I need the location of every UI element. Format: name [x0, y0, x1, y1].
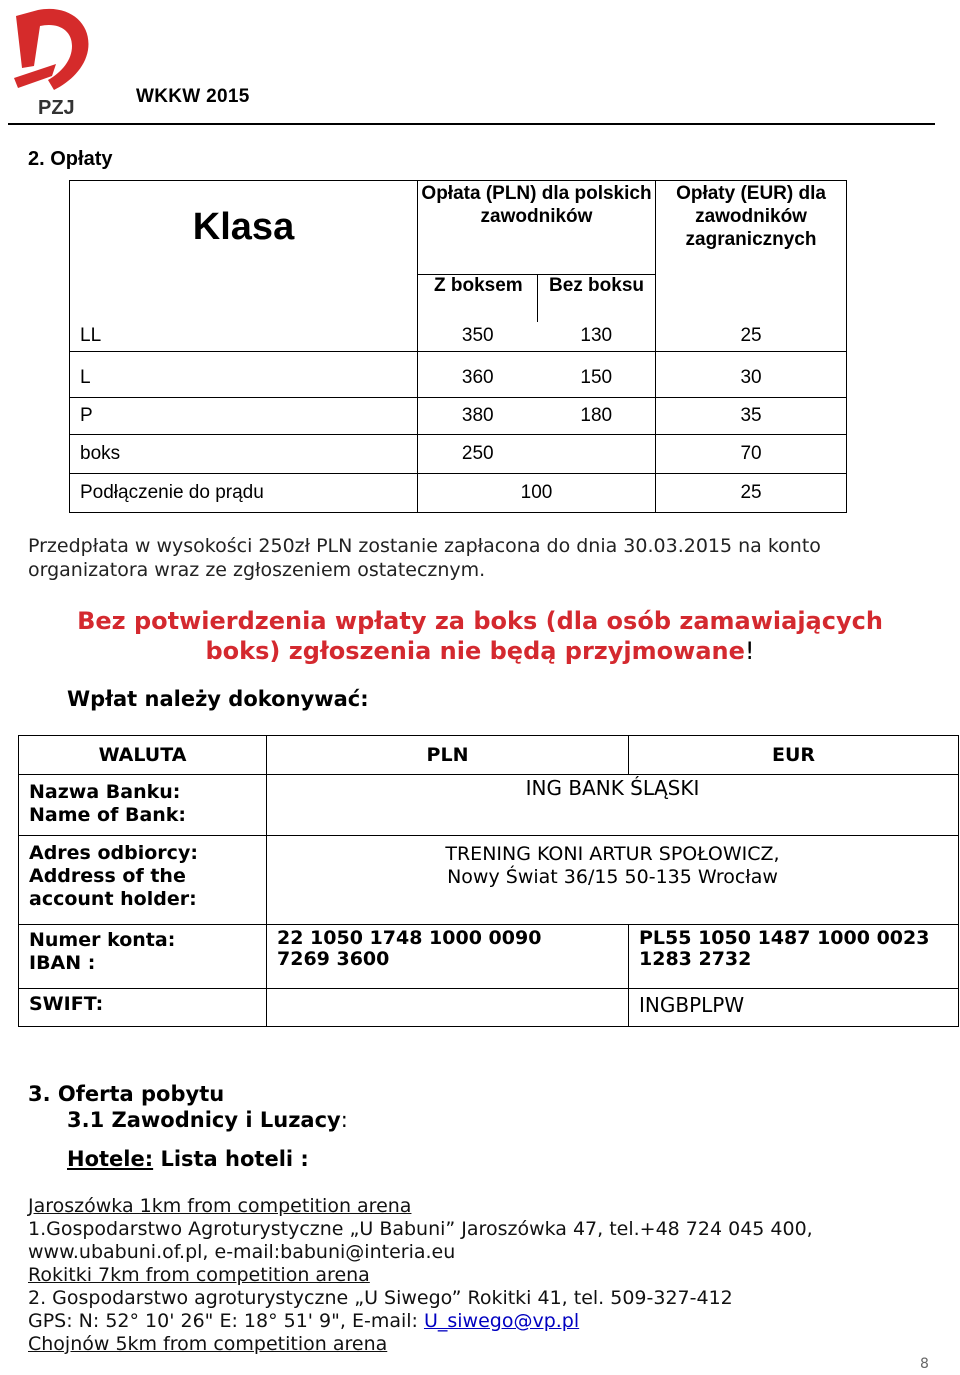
fee-pln-merged: 100	[418, 474, 656, 513]
class-header: Klasa	[70, 181, 418, 275]
currency-header: WALUTA	[19, 736, 267, 775]
pln-header: PLN	[267, 736, 629, 775]
fee-row-label: L	[70, 352, 418, 398]
subsection-heading	[67, 1108, 348, 1132]
header-divider	[8, 123, 935, 125]
bank-name-label	[19, 775, 267, 836]
account-label-pl: Numer konta:	[29, 929, 176, 951]
fee-eur: 25	[656, 322, 847, 352]
fee-with-box: 250	[418, 435, 538, 474]
location-heading: Jaroszówka 1km from competition arena	[28, 1195, 412, 1217]
address-label	[19, 836, 267, 925]
eur-fee-header: Opłaty (EUR) dla zawodników zagranicznych	[656, 181, 847, 275]
pln-fee-header: Opłata (PLN) dla polskich zawodników	[418, 181, 656, 275]
swift-pln-empty	[267, 989, 629, 1027]
eur-header-cont	[656, 275, 847, 322]
fee-with-box: 360	[418, 352, 538, 398]
hotel-entry-line	[28, 1310, 948, 1333]
fee-with-box: 350	[418, 322, 538, 352]
fee-eur: 25	[656, 474, 847, 513]
fee-without-box-empty	[538, 435, 656, 474]
bank-table	[18, 735, 959, 1027]
payment-heading: Wpłat należy dokonywać:	[67, 687, 369, 711]
address-label-en-2: account holder:	[29, 888, 197, 910]
account-holder-address	[267, 836, 959, 925]
address-label-en-1: Address of the	[29, 865, 186, 887]
with-box-header: Z boksem	[418, 275, 538, 322]
address-label-pl: Adres odbiorcy:	[29, 842, 198, 864]
hotel-entry-line: www.ubabuni.of.pl, e-mail:babuni@interia.eu	[28, 1241, 456, 1263]
subsection-colon: :	[340, 1108, 348, 1132]
document-title: WKKW 2015	[136, 86, 250, 107]
pzj-logo	[8, 6, 94, 120]
address-line-2: Nowy Świat 36/15 50-135 Wrocław	[447, 866, 778, 888]
fee-eur: 70	[656, 435, 847, 474]
without-box-header: Bez boksu	[538, 275, 656, 322]
fee-without-box: 150	[538, 352, 656, 398]
account-number-eur: PL55 1050 1487 1000 0023 1283 2732	[629, 925, 959, 989]
fee-without-box: 180	[538, 398, 656, 435]
fee-row-label: P	[70, 398, 418, 435]
hotels-label: Hotele:	[67, 1147, 154, 1171]
page-number: 8	[920, 1356, 929, 1372]
account-label-en: IBAN :	[29, 952, 96, 974]
email-link[interactable]: U_siwego@vp.pl	[423, 1310, 580, 1332]
fee-row-label: Podłączenie do prądu	[70, 474, 418, 513]
swift-label: SWIFT:	[19, 989, 267, 1027]
section-fees-heading: 2. Opłaty	[28, 148, 113, 170]
warning-message	[40, 606, 920, 666]
bank-name-label-pl: Nazwa Banku:	[29, 781, 181, 803]
subsection-title: 3.1 Zawodnicy i Luzacy	[67, 1108, 341, 1132]
fee-with-box: 380	[418, 398, 538, 435]
class-header-cont	[70, 275, 418, 322]
hotels-list	[28, 1195, 948, 1356]
hotel-entry-line: 1.Gospodarstwo Agroturystyczne „U Babuni” Jaroszówka 47, tel.+48 724 045 400,	[28, 1218, 813, 1240]
hotel-entry-line: 2. Gospodarstwo agroturystyczne „U Siwego” Rokitki 41, tel. 509-327-412	[28, 1287, 733, 1309]
bank-name-label-en: Name of Bank:	[29, 804, 187, 826]
svg-text:PZJ: PZJ	[38, 97, 75, 119]
fee-without-box: 130	[538, 322, 656, 352]
fee-eur: 30	[656, 352, 847, 398]
account-label	[19, 925, 267, 989]
address-line-1: TRENING KONI ARTUR SPOŁOWICZ,	[445, 843, 780, 865]
bank-name: ING BANK ŚLĄSKI	[267, 775, 959, 836]
hotels-heading	[67, 1147, 309, 1171]
warning-mark: !	[744, 637, 755, 665]
fee-eur: 35	[656, 398, 847, 435]
account-number-pln: 22 1050 1748 1000 0090 7269 3600	[267, 925, 629, 989]
warning-text: Bez potwierdzenia wpłaty za boks (dla osób zamawiających boks) zgłoszenia nie będą przyjmowane	[77, 607, 883, 665]
hotels-list-title: Lista hoteli :	[160, 1147, 309, 1171]
eur-header: EUR	[629, 736, 959, 775]
location-heading: Rokitki 7km from competition arena	[28, 1264, 370, 1286]
section-offer-heading: 3. Oferta pobytu	[28, 1082, 225, 1106]
prepayment-note: Przedpłata w wysokości 250zł PLN zostanie zapłacona do dnia 30.03.2015 na konto organizatora wraz ze zgłoszeniem ostatecznym.	[28, 535, 821, 581]
location-heading: Chojnów 5km from competition arena	[28, 1333, 388, 1355]
fee-row-label: LL	[70, 322, 418, 352]
fee-row-label: boks	[70, 435, 418, 474]
swift-code: INGBPLPW	[629, 989, 959, 1027]
gps-line: GPS: N: 52° 10' 26" E: 18° 51' 9", E-mail:	[28, 1310, 424, 1332]
fees-table	[69, 180, 847, 513]
